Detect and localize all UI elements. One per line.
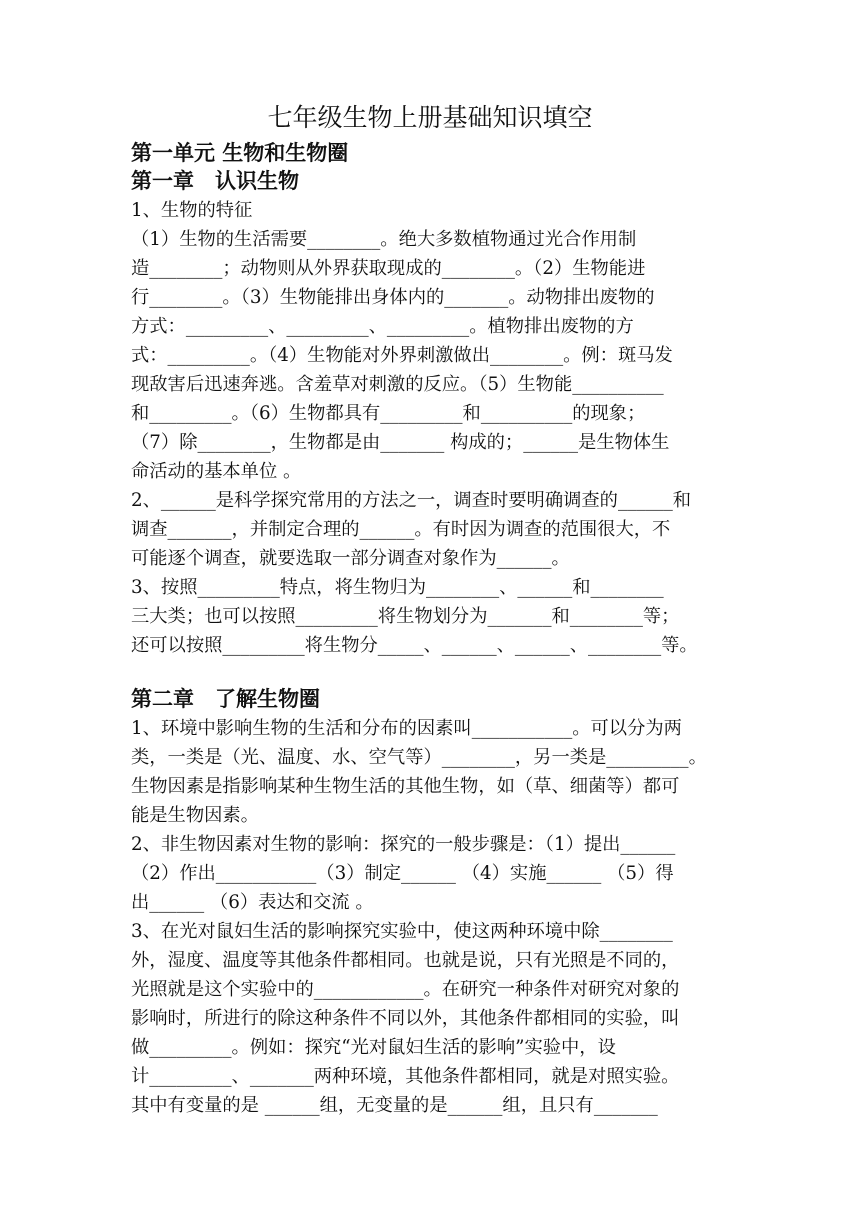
text-line: 三大类；也可以按照_________将生物划分为_______和________等； (131, 606, 680, 627)
unit-heading: 第一单元 生物和生物圈 (131, 140, 349, 165)
text-line: 出______ （6）表达和交流 。 (131, 892, 374, 913)
text-line: 现敌害后迅速奔逃。含羞草对刺激的反应。（5）生物能__________ (131, 374, 664, 395)
text-line: 行________。（3）生物能排出身体内的_______。动物排出废物的 (131, 287, 655, 308)
text-line: 其中有变量的是 ______组，无变量的是______组，且只有_______ (131, 1095, 658, 1116)
text-line: 2、______是科学探究常用的方法之一，调查时要明确调查的______和 (131, 490, 692, 511)
text-line: 3、在光对鼠妇生活的影响探究实验中，使这两种环境中除________ (131, 921, 673, 942)
text-line: 方式：_________、_________、_________。植物排出废物的方 (131, 316, 634, 337)
document-title: 七年级生物上册基础知识填空 (267, 103, 593, 132)
chapter-1-heading: 第一章 认识生物 (131, 168, 299, 193)
chapter-2-body (131, 714, 730, 1120)
text-line: （7）除________，生物都是由_______ 构成的；______是生物体生 (131, 432, 670, 453)
text-line: 计_________、_______两种环境，其他条件都相同，就是对照实验。 (131, 1066, 680, 1087)
chapter-2-heading: 第二章 了解生物圈 (131, 686, 320, 711)
text-line: 和_________。（6）生物都具有_________和__________的现象； (131, 403, 646, 424)
text-line: （1）生物的生活需要________。绝大多数植物通过光合作用制 (131, 229, 637, 250)
text-line: 外，湿度、温度等其他条件都相同。也就是说，只有光照是不同的， (131, 950, 680, 971)
text-line: 1、生物的特征 (131, 200, 253, 221)
text-line: 生物因素是指影响某种生物生活的其他生物，如（草、细菌等）都可 (131, 776, 680, 797)
text-line: 式：_________。（4）生物能对外界刺激做出________。例：斑马发 (131, 345, 673, 366)
text-line: 调查_______，并制定合理的______。有时因为调查的范围很大，不 (131, 519, 671, 540)
text-line: （2）作出___________（3）制定______ （4）实施______ （5）得 (131, 863, 674, 884)
text-line: 还可以按照_________将生物分_____、______、______、________等。 (131, 635, 698, 656)
text-line: 3、按照_________特点，将生物归为________、______和________ (131, 577, 664, 598)
text-line: 2、非生物因素对生物的影响：探究的一般步骤是：（1）提出______ (131, 834, 676, 855)
text-line: 影响时，所进行的除这种条件不同以外，其他条件都相同的实验，叫 (131, 1008, 680, 1029)
text-line: 1、环境中影响生物的生活和分布的因素叫___________。可以分为两 (131, 718, 682, 739)
text-line: 命活动的基本单位 。 (131, 461, 302, 482)
text-line: 做_________。例如：探究“光对鼠妇生活的影响”实验中，设 (131, 1037, 616, 1058)
text-line: 能是生物因素。 (131, 805, 259, 826)
text-line: 类，一类是（光、温度、水、空气等）________，另一类是_________。 (131, 747, 707, 768)
text-line: 可能逐个调查，就要选取一部分调查对象作为______。 (131, 548, 570, 569)
text-line: 光照就是这个实验中的____________。在研究一种条件对研究对象的 (131, 979, 680, 1000)
text-line: 造________；动物则从外界获取现成的________。（2）生物能进 (131, 258, 646, 279)
chapter-1-body (131, 196, 730, 660)
